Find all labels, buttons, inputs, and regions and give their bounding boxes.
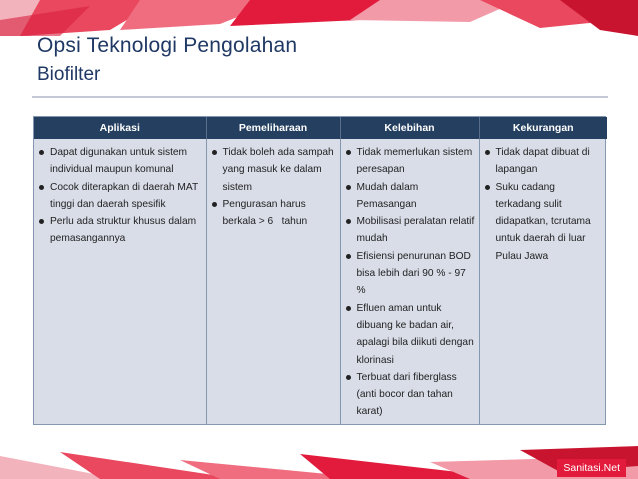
header-kekurangan: Kekurangan [479, 117, 607, 139]
bottom-decorative-band [0, 446, 638, 479]
top-decorative-band [0, 0, 638, 36]
cell-pemeliharaan [206, 139, 340, 424]
list-item: Tidak memerlukan sistem peresapan [345, 144, 475, 179]
list-item: Dapat digunakan untuk sistem individual maupun komunal [38, 144, 202, 179]
title-divider [32, 96, 608, 98]
comparison-table [33, 116, 606, 425]
list-item: Mudah dalam Pemasangan [345, 179, 475, 214]
cell-kekurangan [479, 139, 607, 424]
cell-kelebihan [340, 139, 479, 424]
table-row [34, 139, 607, 424]
header-aplikasi: Aplikasi [34, 117, 206, 139]
list-item: Pengurasan harus berkala > 6 tahun [211, 196, 336, 231]
list-item: Mobilisasi peralatan relatif mudah [345, 213, 475, 248]
list-item: Terbuat dari fiberglass (anti bocor dan tahan karat) [345, 369, 475, 421]
header-kelebihan: Kelebihan [340, 117, 479, 139]
list-item: Cocok diterapkan di daerah MAT tinggi dan daerah spesifik [38, 179, 202, 214]
cell-aplikasi [34, 139, 206, 424]
list-item: Perlu ada struktur khusus dalam pemasangannya [38, 213, 202, 248]
footer-brand-tag: Sanitasi.Net [557, 459, 626, 477]
header-pemeliharaan: Pemeliharaan [206, 117, 340, 139]
slide-title: Opsi Teknologi Pengolahan [37, 34, 298, 57]
list-item: Suku cadang terkadang sulit didapatkan, tcrutama untuk daerah di luar Pulau Jawa [484, 179, 604, 265]
list-item: Tidak boleh ada sampah yang masuk ke dalam sistem [211, 144, 336, 196]
list-item: Efisiensi penurunan BOD bisa lebih dari 90 % - 97 % [345, 248, 475, 300]
slide-subtitle: Biofilter [37, 64, 101, 85]
table-header-row [34, 117, 607, 139]
list-item: Tidak dapat dibuat di lapangan [484, 144, 604, 179]
list-item: Efluen aman untuk dibuang ke badan air, apalagi bila diikuti dengan klorinasi [345, 300, 475, 369]
